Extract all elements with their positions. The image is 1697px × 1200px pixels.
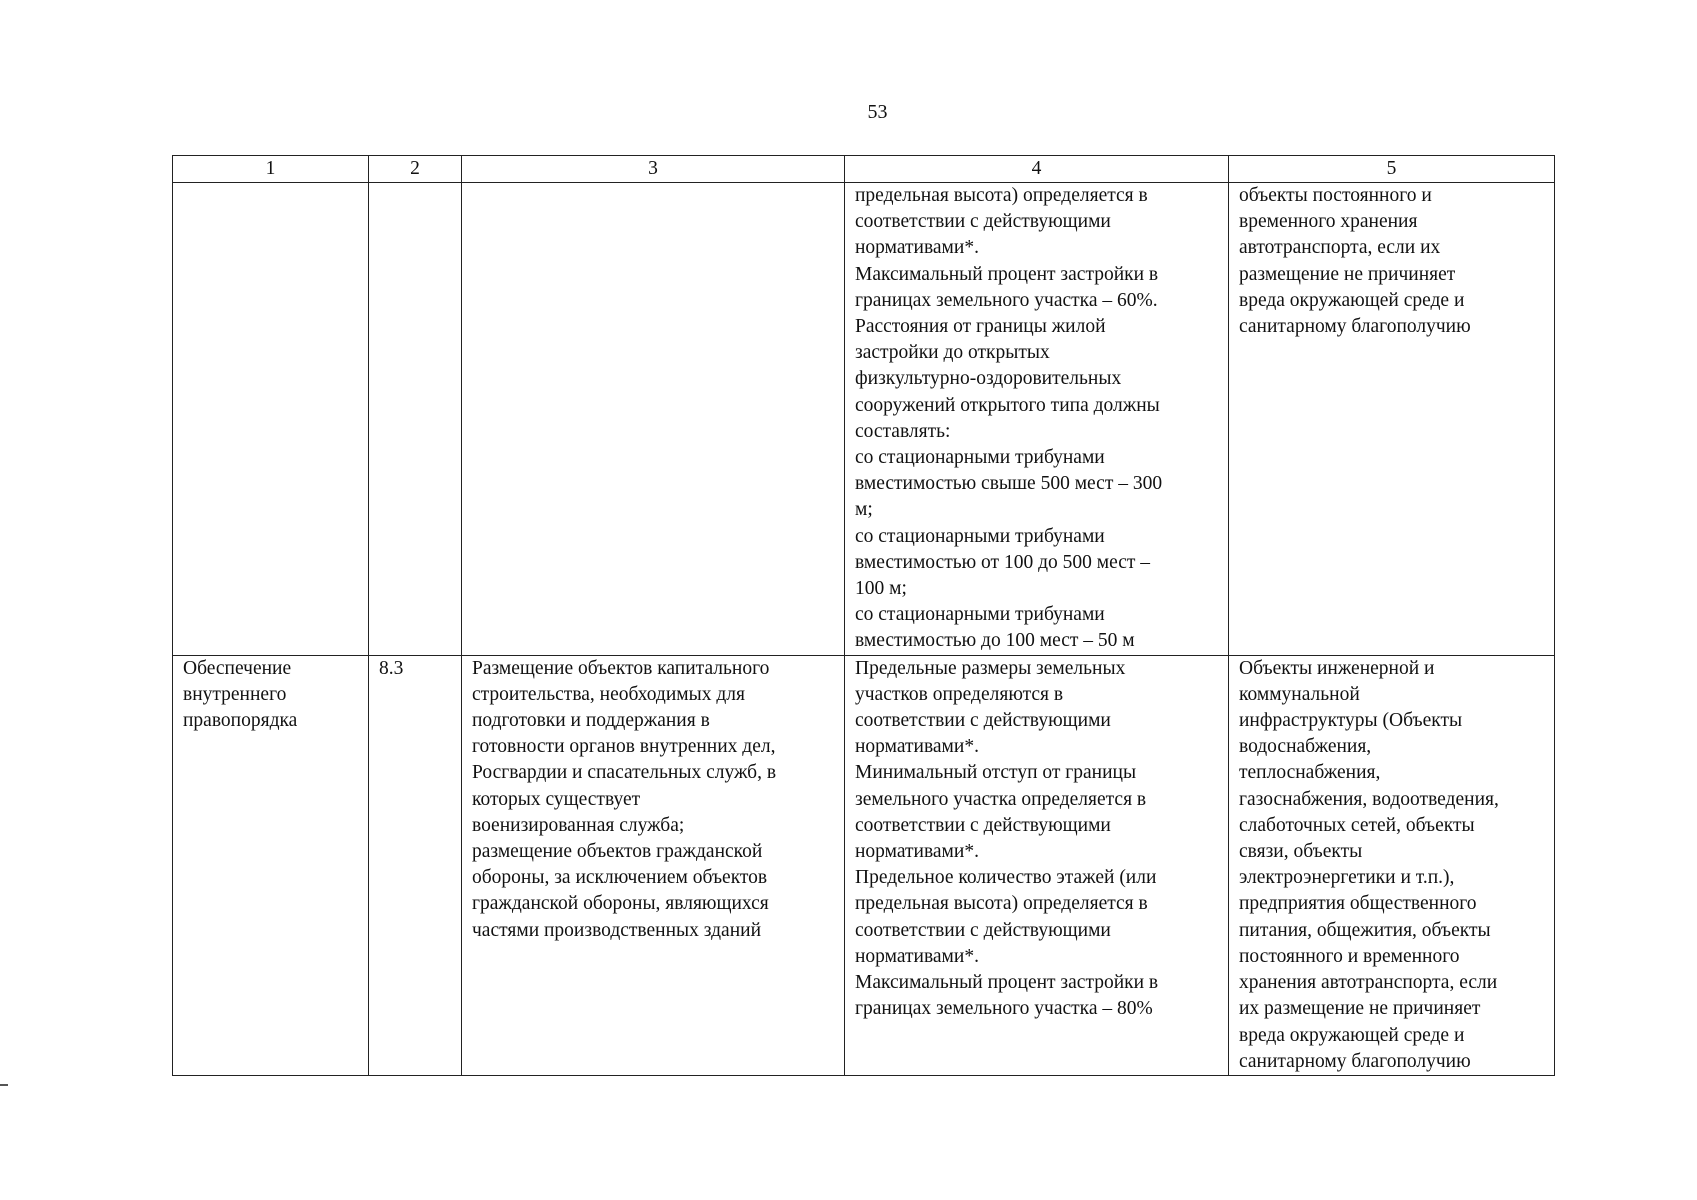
cell-auxiliary-uses: [1229, 183, 1555, 656]
scan-margin-mark: [0, 1084, 8, 1086]
cell-text: Объекты инженерной и коммунальной инфраструктуры (Объекты водоснабжения, теплоснабжения, газоснабжения, водоотведения, слаботочных сетей, объекты связи, объекты электроэнергетики и т.п.), предприятия общественного питания, общежития, объекты постоянного и временного хранения автотранспорта, если их размещение не причиняет вреда окружающей среде и санитарному благополучию: [1239, 657, 1499, 1072]
cell-parameters: [845, 655, 1229, 1075]
column-header-4: 4: [845, 156, 1229, 183]
cell-code: [369, 655, 462, 1075]
cell-land-use-name: [173, 655, 369, 1075]
column-header-5: 5: [1229, 156, 1555, 183]
column-header-1: 1: [173, 156, 369, 183]
cell-text: Размещение объектов капитального строительства, необходимых для подготовки и поддержания в готовности органов внутренних дел, Росгвардии и спасательных служб, в которых существует военизированная служба; размещение объектов гражданской обороны, за исключением объектов гражданской обороны, являющихся частями производственных зданий: [472, 657, 777, 941]
cell-description: [462, 183, 845, 656]
table-row: [173, 655, 1555, 1075]
cell-text: Обеспечение внутреннего правопорядка: [183, 657, 298, 732]
cell-text: 8.3: [379, 657, 404, 679]
header-row: [173, 156, 1555, 183]
cell-code: [369, 183, 462, 656]
cell-text: объекты постоянного и временного хранения автотранспорта, если их размещение не причиняет вреда окружающей среде и санитарному благополучию: [1239, 185, 1471, 338]
column-header-2: 2: [369, 156, 462, 183]
table-row: [173, 183, 1555, 656]
column-header-3: 3: [462, 156, 845, 183]
cell-parameters: [845, 183, 1229, 656]
cell-text: предельная высота) определяется в соответствии с действующими нормативами*. Максимальный процент застройки в границах земельного участка – 60%. Расстояния от границы жилой застройки до открытых физкультурно-оздоровительных сооружений открытого типа должны составлять: со стационарными трибунами вместимостью свыше 500 мест – 300 м; со стационарными трибунами вместимостью от 100 до 500 мест – 100 м; со стационарными трибунами вместимостью до 100 мест – 50 м: [855, 185, 1163, 652]
cell-auxiliary-uses: [1229, 655, 1555, 1075]
zoning-table: [172, 155, 1555, 1076]
page-number: 53: [867, 101, 888, 123]
cell-land-use-name: [173, 183, 369, 656]
cell-description: [462, 655, 845, 1075]
cell-text: Предельные размеры земельных участков определяются в соответствии с действующими нормативами*. Минимальный отступ от границы земельного участка определяется в соответствии с действующими нормативами*. Предельное количество этажей (или предельная высота) определяется в соответствии с действующими нормативами*. Максимальный процент застройки в границах земельного участка – 80%: [855, 657, 1159, 1020]
